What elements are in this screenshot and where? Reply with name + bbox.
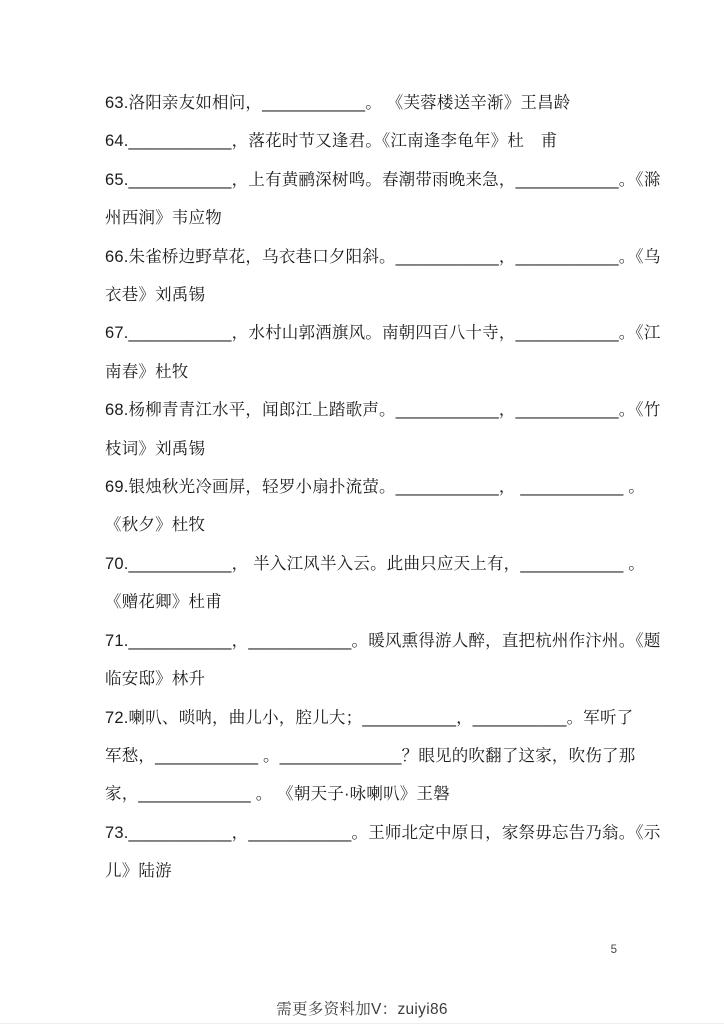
question-line: 65.___________，上有黄鹂深树鸣。春潮带雨晚来急，___________。《滁 [105, 170, 661, 189]
question-line: 64.___________，落花时节又逢君。《江南逢李龟年》杜 甫 [105, 132, 558, 151]
question-line: 66.朱雀桥边野草花，乌衣巷口夕阳斜。___________，___________。《乌 [105, 247, 661, 266]
question-line: 《秋夕》杜牧 [105, 516, 206, 535]
question-line: 72.喇叭、唢呐，曲儿小，腔儿大；__________，__________。军听了 [105, 708, 634, 727]
question-line: 《赠花卿》杜甫 [105, 593, 222, 612]
question-line: 衣巷》刘禹锡 [105, 286, 206, 305]
question-line: 67.___________，水村山郭酒旗风。南朝四百八十寺，___________。《江 [105, 324, 661, 343]
question-line: 69.银烛秋光冷画屏，轻罗小扇扑流萤。___________， ___________ 。 [105, 478, 645, 497]
question-line: 70.___________， 半入江风半入云。此曲只应天上有，___________ 。 [105, 554, 645, 573]
page-number: 5 [610, 944, 617, 956]
footer-contact: 需更多资料加V：zuiyi86 [276, 1001, 448, 1018]
question-line: 68.杨柳青青江水平，闻郎江上踏歌声。___________，___________。《竹 [105, 401, 661, 420]
question-line: 71.___________，___________。暖风熏得游人醉，直把杭州作汴州。《题 [105, 631, 661, 650]
question-line: 家，____________ 。 《朝天子·咏喇叭》王磐 [105, 785, 450, 804]
question-line: 州西涧》韦应物 [105, 209, 222, 228]
question-line: 儿》陆游 [105, 862, 172, 881]
question-line: 枝词》刘禹锡 [105, 439, 206, 458]
question-line: 73.___________，___________。王师北定中原日，家祭毋忘告乃翁。《示 [105, 823, 661, 842]
question-line: 63.洛阳亲友如相问，___________。 《芙蓉楼送辛渐》王昌龄 [105, 94, 571, 112]
questions-list [105, 84, 665, 891]
question-line: 军愁，___________ 。_____________？眼见的吹翻了这家，吹伤了那 [105, 746, 636, 765]
question-line: 临安邸》林升 [105, 670, 206, 689]
question-line: 南春》杜牧 [105, 362, 189, 381]
